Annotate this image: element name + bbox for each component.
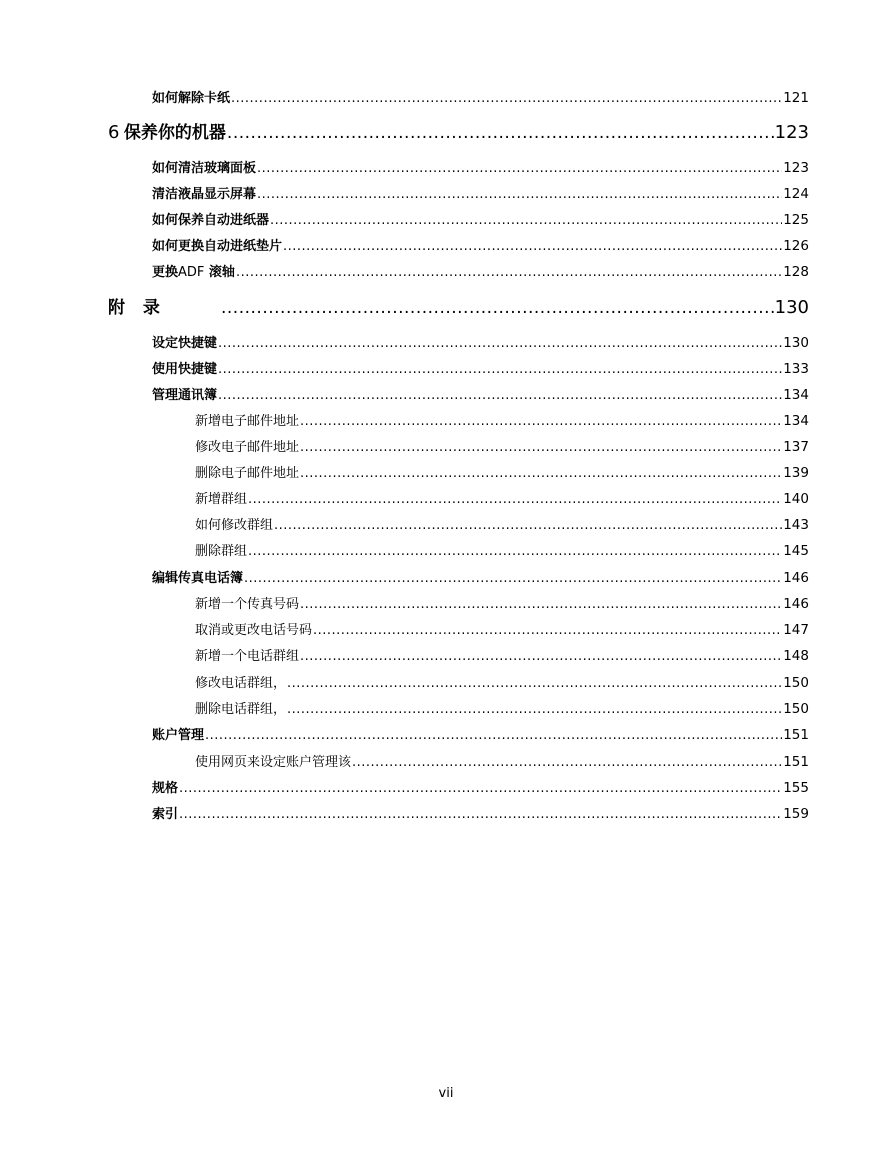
toc-entry-title: 索引 [152, 807, 179, 822]
dot-leader [287, 703, 782, 716]
toc-page-number: 134 [783, 387, 809, 403]
dot-leader [283, 240, 782, 253]
toc-page-number: 133 [783, 361, 809, 377]
toc-entry-title: 修改电子邮件地址 [195, 440, 300, 455]
dot-leader [287, 677, 782, 690]
toc-page-number: 130 [783, 335, 809, 351]
dot-leader [274, 519, 782, 532]
toc-entry-title: 管理通讯簿 [152, 388, 218, 403]
toc-entry-title: 如何修改群组 [195, 518, 274, 533]
toc-entry-title: 清洁液晶显示屏幕 [152, 187, 257, 202]
dot-leader [244, 572, 782, 585]
toc-page-number: 146 [783, 570, 809, 586]
dot-leader [352, 756, 782, 769]
dot-leader [300, 441, 782, 454]
toc-page-number: 146 [783, 596, 809, 612]
toc-entry[interactable] [152, 572, 809, 586]
toc-page-number: 143 [783, 517, 809, 533]
toc-page-number: 125 [783, 212, 809, 228]
toc-subentry[interactable] [195, 650, 809, 664]
toc-entry-title: 如何更换自动进纸垫片 [152, 239, 283, 254]
toc-subentry[interactable] [195, 598, 809, 612]
dot-leader [270, 214, 782, 227]
toc-page-number: 151 [783, 754, 809, 770]
toc-page-number: 123 [783, 160, 809, 176]
dot-leader [257, 162, 782, 175]
chapter-number: 6 [108, 122, 120, 143]
toc-page-number: 124 [783, 186, 809, 202]
toc-subentry[interactable] [195, 519, 809, 533]
toc-entry[interactable] [152, 188, 809, 202]
dot-leader [300, 415, 782, 428]
toc-subentry[interactable] [195, 467, 809, 481]
toc-entry-title-latin: ADF [178, 265, 205, 280]
toc-entry-title-suffix: 滚轴 [204, 265, 235, 280]
toc-entry-title: 新增电子邮件地址 [195, 414, 300, 429]
dot-leader [257, 188, 782, 201]
toc-entry-title: 取消或更改电话号码 [195, 623, 313, 638]
toc-entry-title [152, 266, 235, 279]
toc-entry-title: 新增一个传真号码 [195, 597, 300, 612]
toc-entry[interactable] [152, 808, 809, 822]
toc-entry-title: 删除群组 [195, 544, 248, 559]
toc-page-number: 128 [783, 264, 809, 280]
toc-page-number: 123 [774, 122, 809, 143]
chapter-title: 保养你的机器 [123, 123, 226, 143]
dot-leader [221, 300, 774, 317]
toc-subentry[interactable] [195, 756, 809, 770]
dot-leader [248, 493, 782, 506]
toc-entry[interactable] [152, 389, 809, 403]
toc-page-number: 137 [783, 439, 809, 455]
toc-entry[interactable] [152, 266, 809, 280]
dot-leader [218, 337, 782, 350]
toc-page-number: 147 [783, 622, 809, 638]
toc-subentry[interactable] [195, 441, 809, 455]
toc-entry[interactable] [152, 729, 809, 743]
dot-leader [313, 624, 782, 637]
toc-entry-title: 删除电话群组， [195, 702, 287, 717]
toc-entry-title-prefix: 更换 [152, 265, 179, 280]
toc-entry-title: 新增群组 [195, 492, 248, 507]
toc-entry-title: 使用网页来设定账户管理该 [195, 755, 352, 770]
page-number-footer: vii [438, 1086, 454, 1101]
dot-leader [300, 650, 782, 663]
toc-page-number: 159 [783, 806, 809, 822]
toc-entry-title: 使用快捷键 [152, 362, 218, 377]
toc-entry[interactable] [152, 162, 809, 176]
toc-page-number: 134 [783, 413, 809, 429]
dot-leader [205, 729, 782, 742]
toc-subentry[interactable] [195, 493, 809, 507]
dot-leader [218, 389, 782, 402]
toc-subentry[interactable] [195, 545, 809, 559]
toc-entry-title: 设定快捷键 [152, 336, 218, 351]
toc-subentry[interactable] [195, 677, 809, 691]
toc-entry-title: 编辑传真电话簿 [152, 571, 244, 586]
dot-leader [231, 92, 782, 105]
toc-entry[interactable] [152, 337, 809, 351]
dot-leader [236, 266, 782, 279]
chapter-title: 附 录 [108, 298, 166, 318]
toc-entry-title: 删除电子邮件地址 [195, 466, 300, 481]
toc-entry[interactable] [152, 240, 809, 254]
toc-page-number: 126 [783, 238, 809, 254]
toc-page-number: 139 [783, 465, 809, 481]
toc-page-number: 148 [783, 648, 809, 664]
toc-entry-title: 账户管理 [152, 728, 205, 743]
toc-entry[interactable] [152, 363, 809, 377]
dot-leader [248, 545, 782, 558]
toc-entry[interactable] [152, 214, 809, 228]
toc-chapter-entry[interactable] [108, 124, 809, 142]
toc-page-number: 150 [783, 675, 809, 691]
dot-leader [300, 598, 782, 611]
toc-entry[interactable] [152, 782, 809, 796]
toc-entry-title: 修改电话群组， [195, 676, 287, 691]
dot-leader [227, 125, 774, 142]
dot-leader [218, 363, 782, 376]
toc-page-number: 151 [783, 727, 809, 743]
toc-page-number: 155 [783, 780, 809, 796]
toc-page-number: 130 [774, 297, 809, 318]
toc-entry[interactable] [152, 92, 809, 106]
dot-leader [179, 782, 782, 795]
toc-subentry[interactable] [195, 624, 809, 638]
toc-entry-title: 新增一个电话群组 [195, 649, 300, 664]
toc-entry-title: 如何清洁玻璃面板 [152, 161, 257, 176]
dot-leader [179, 808, 782, 821]
dot-leader [300, 467, 782, 480]
toc-entry-title: 如何保养自动进纸器 [152, 213, 270, 228]
toc-entry-title: 规格 [152, 781, 179, 796]
toc-page-number: 140 [783, 491, 809, 507]
toc-entry-title: 如何解除卡纸 [152, 91, 231, 106]
toc-page-number: 145 [783, 543, 809, 559]
toc-chapter-entry[interactable] [108, 299, 809, 317]
toc-page-number: 121 [783, 90, 809, 106]
toc-subentry[interactable] [195, 415, 809, 429]
toc-page-number: 150 [783, 701, 809, 717]
toc-subentry[interactable] [195, 703, 809, 717]
